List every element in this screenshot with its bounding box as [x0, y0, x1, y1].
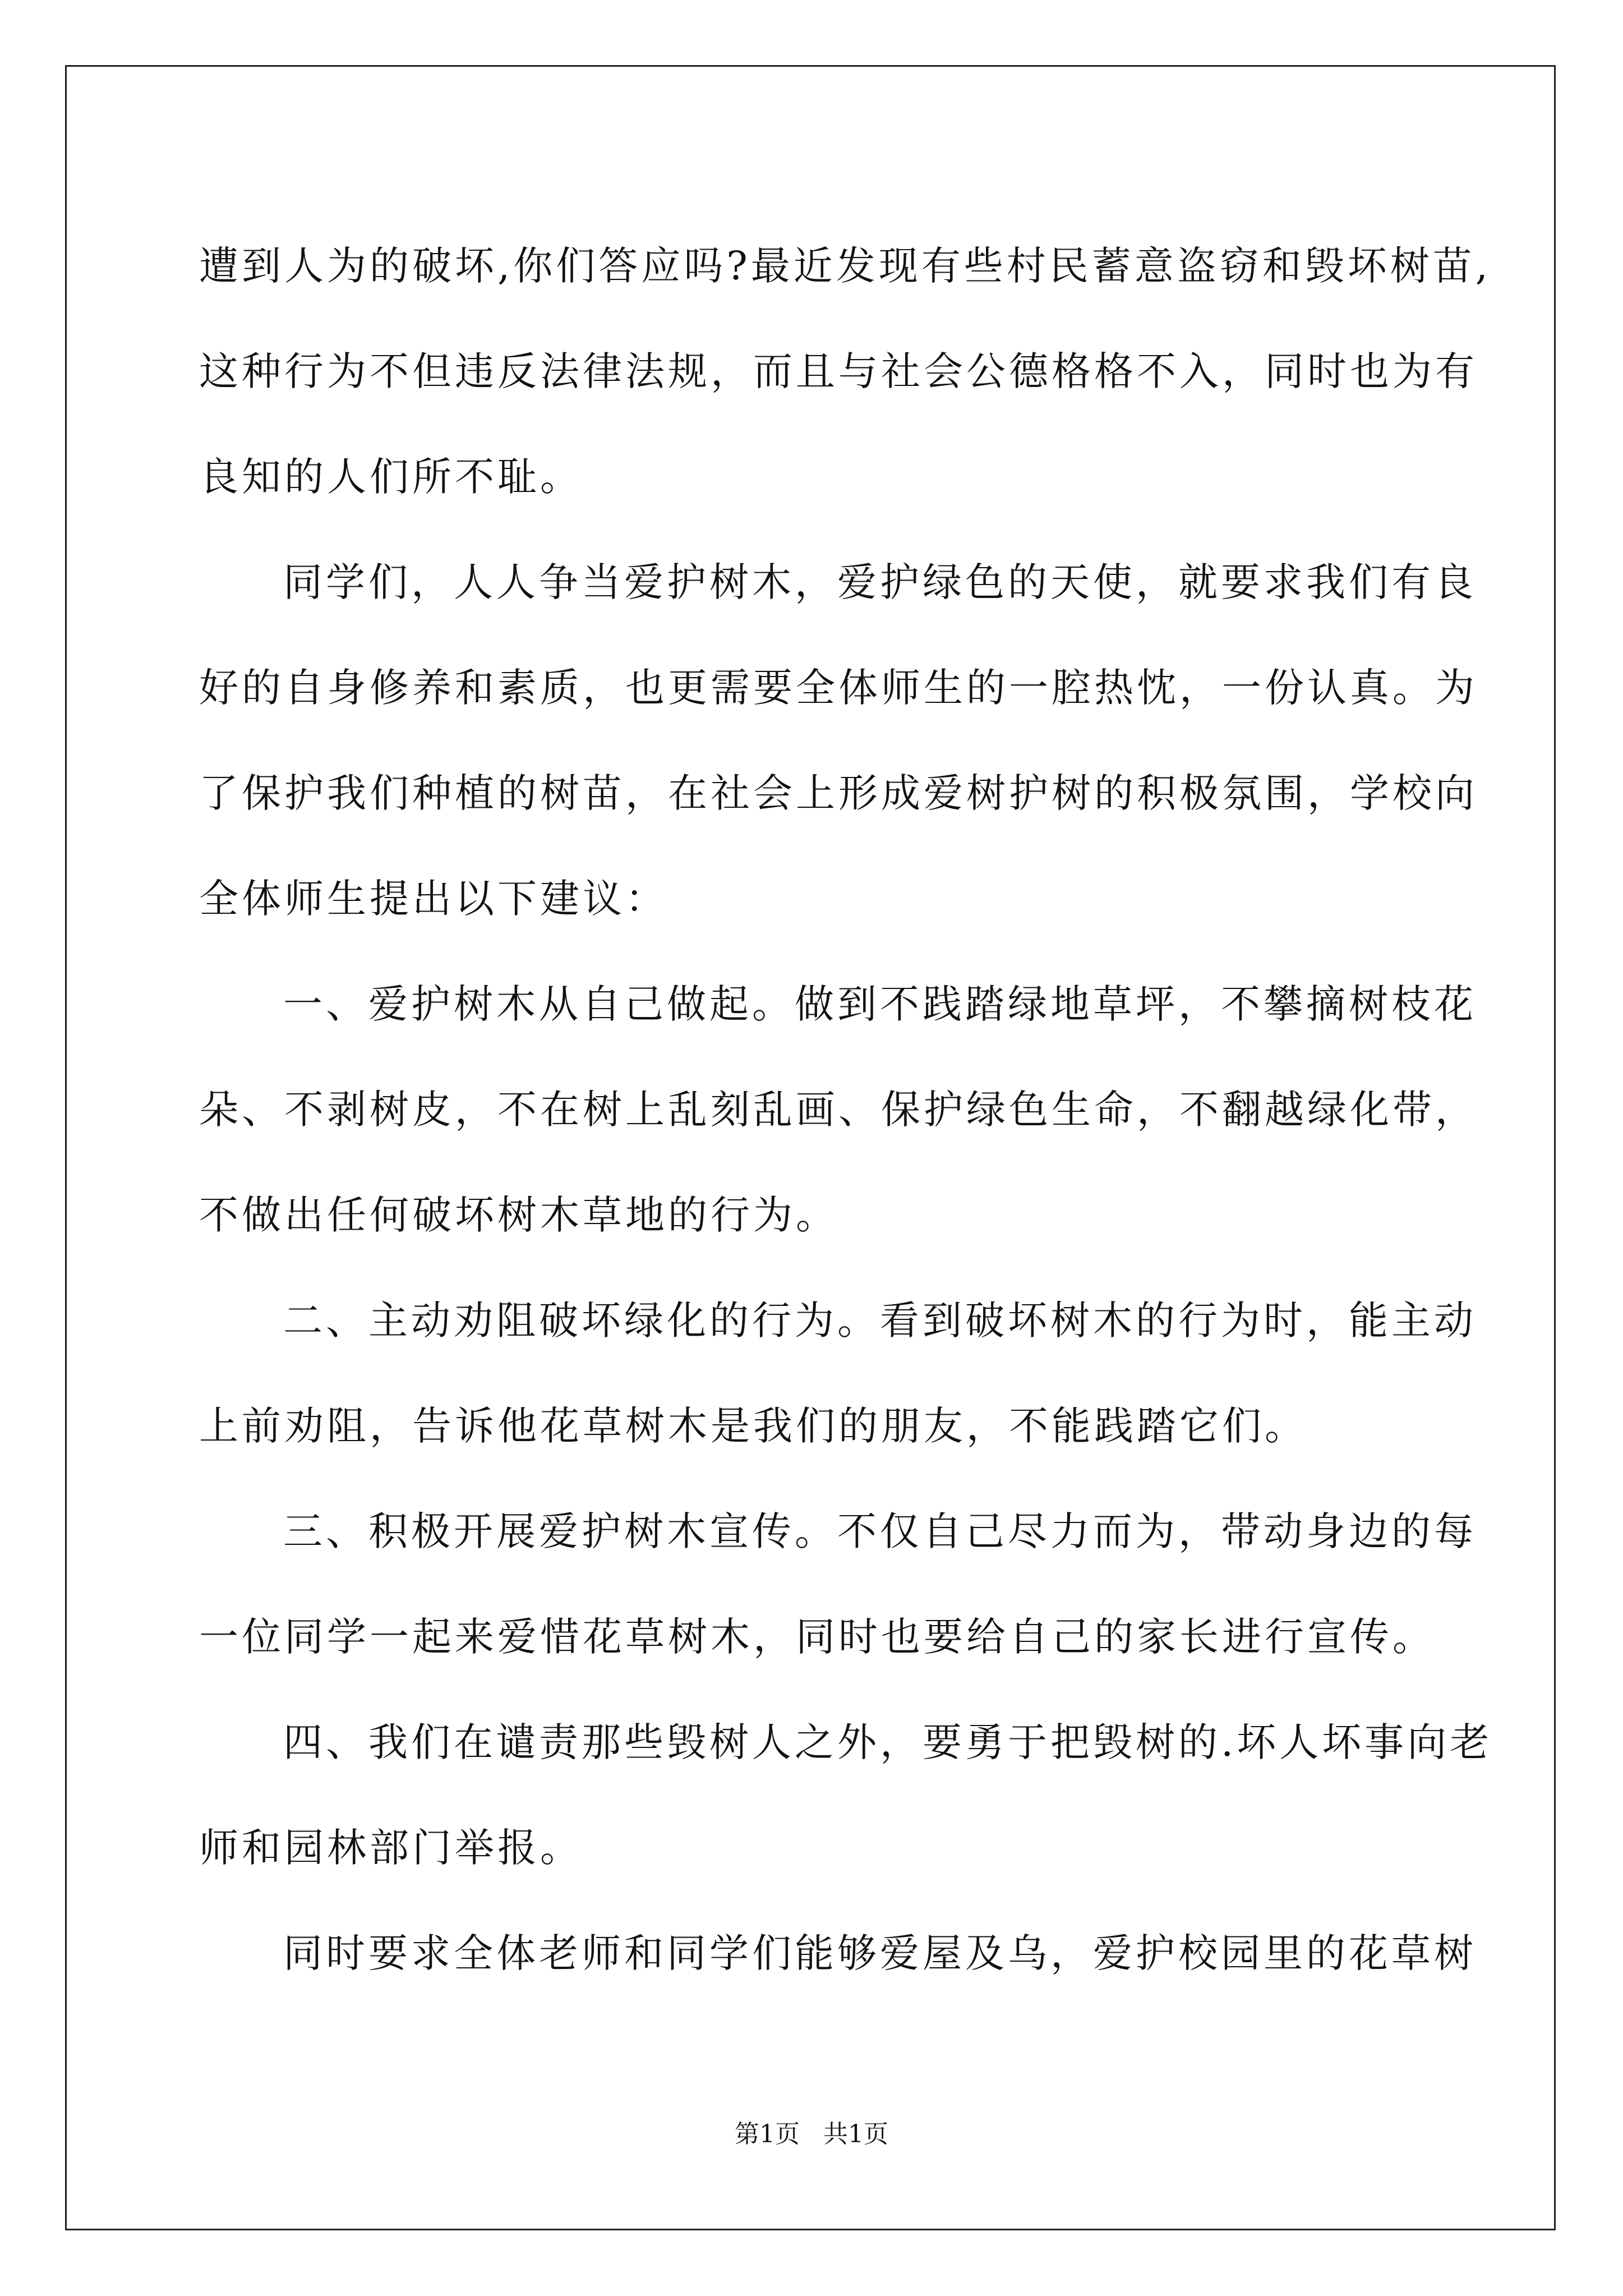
text-line-7: 全体师生提出以下建议：: [199, 876, 668, 922]
text-line-1: 遭到人为的破坏,你们答应吗?最近发现有些村民蓄意盗窃和毁坏树苗,: [199, 243, 1492, 289]
text-line-11: 二、主动劝阻破坏绿化的行为。看到破坏树木的行为时，能主动: [283, 1297, 1477, 1343]
text-line-2: 这种行为不但违反法律法规，而且与社会公德格格不入，同时也为有: [199, 348, 1478, 394]
text-line-15: 四、我们在谴责那些毁树人之外，要勇于把毁树的.坏人坏事向老: [283, 1719, 1493, 1765]
text-line-8: 一、爱护树木从自己做起。做到不践踏绿地草坪，不攀摘树枝花: [283, 981, 1477, 1027]
text-line-5: 好的自身修养和素质，也更需要全体师生的一腔热忱，一份认真。为: [199, 665, 1478, 711]
text-line-12: 上前劝阻，告诉他花草树木是我们的朋友，不能践踏它们。: [199, 1403, 1307, 1449]
text-line-6: 了保护我们种植的树苗，在社会上形成爱树护树的积极氛围，学校向: [199, 770, 1478, 816]
page-number-footer: 第1页 共1页: [735, 2120, 888, 2148]
text-line-4: 同学们，人人争当爱护树木，爱护绿色的天使，就要求我们有良: [283, 559, 1477, 605]
text-line-10: 不做出任何破坏树木草地的行为。: [199, 1192, 838, 1238]
document-body: [199, 213, 1493, 2006]
text-line-14: 一位同学一起来爱惜花草树木，同时也要给自己的家长进行宣传。: [199, 1614, 1435, 1660]
text-line-17: 同时要求全体老师和同学们能够爱屋及乌，爱护校园里的花草树: [283, 1930, 1477, 1976]
text-line-16: 师和园林部门举报。: [199, 1825, 583, 1871]
text-line-3: 良知的人们所不耻。: [199, 454, 583, 500]
text-line-13: 三、积极开展爱护树木宣传。不仅自己尽力而为，带动身边的每: [283, 1508, 1477, 1554]
text-line-9: 朵、不剥树皮，不在树上乱刻乱画、保护绿色生命，不翻越绿化带，: [199, 1087, 1478, 1133]
